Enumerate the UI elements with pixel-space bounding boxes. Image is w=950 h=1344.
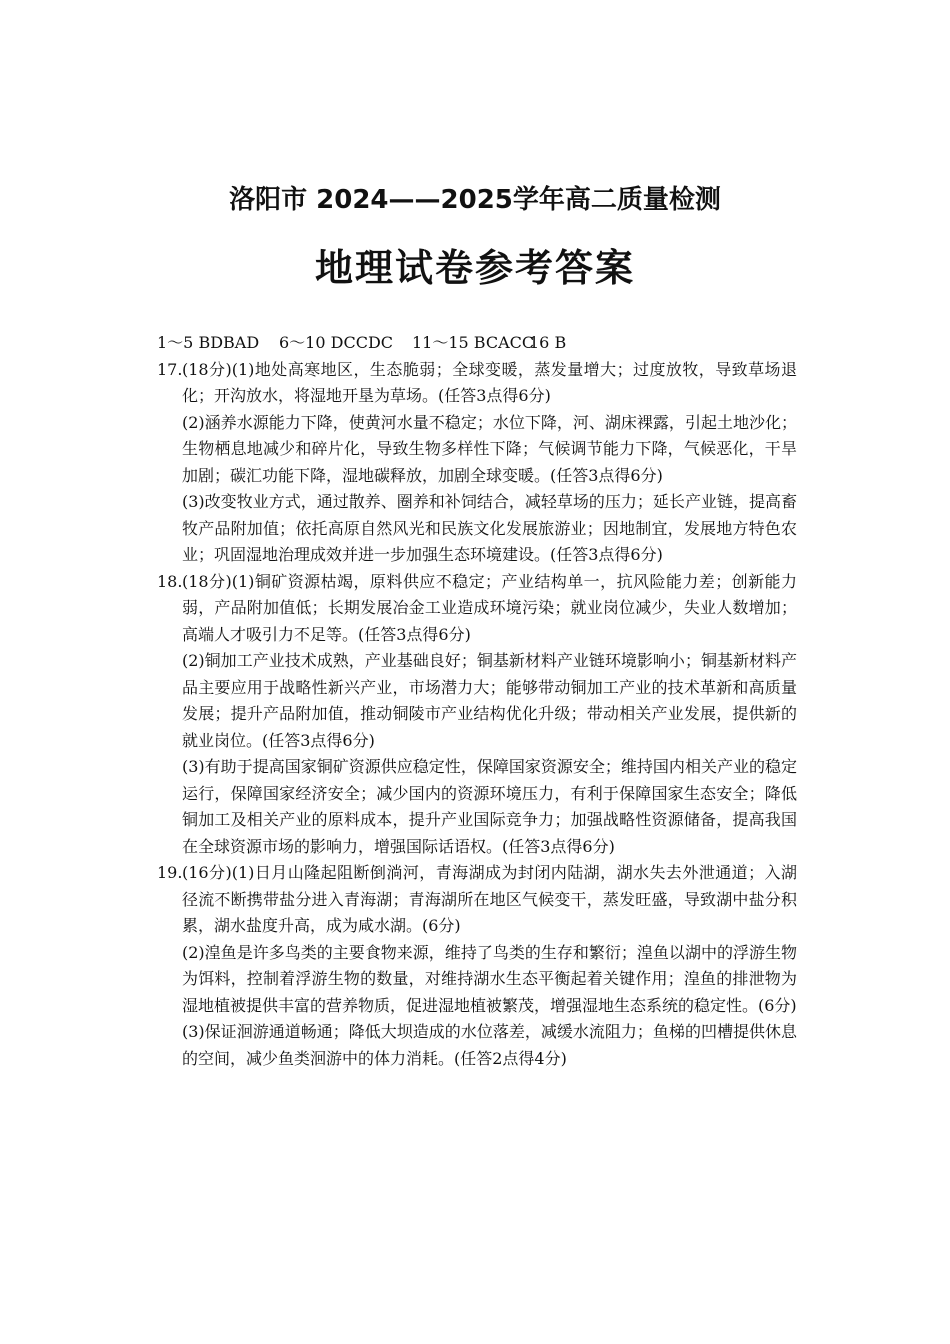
mc-group-1-5: 1～5 BDBAD: [157, 333, 260, 352]
answer-part-3: (3)改变牧业方式，通过散养、圈养和补饲结合，减轻草场的压力；延长产业链，提高畜牧产品附加值；依托高原自然风光和民族文化发展旅游业；因地制宜，发展地方特色农业；巩固湿地治理成效并进一步加强生态环境建设。(任答3点得6分): [182, 492, 797, 564]
document-header: [0, 178, 950, 298]
question-number: 19.: [157, 863, 183, 882]
answer-content: [157, 330, 797, 1072]
question-19: [157, 860, 797, 1072]
multiple-choice-answers: [157, 330, 797, 357]
mc-group-16: 16 B: [529, 333, 567, 352]
document-title: 地理试卷参考答案: [314, 245, 635, 290]
mc-group-11-15: 11～15 BCACC: [412, 333, 535, 352]
answer-part-3: (3)有助于提高国家铜矿资源供应稳定性，保障国家资源安全；维持国内相关产业的稳定运行，保障国家经济安全；减少国内的资源环境压力，有利于保障国家生态安全；降低铜加工及相关产业的原料成本，提升产业国际竞争力；加强战略性资源储备，提高我国在全球资源市场的影响力，增强国际话语权。(任答3点得6分): [182, 757, 797, 856]
exam-subtitle: 洛阳市 2024——2025学年高二质量检测: [229, 185, 721, 215]
answer-part-2: (2)铜加工产业技术成熟，产业基础良好；铜基新材料产业链环境影响小；铜基新材料产品主要应用于战略性新兴产业，市场潜力大；能够带动铜加工产业的技术革新和高质量发展；提升产品附加值，推动铜陵市产业结构优化升级；带动相关产业发展，提供新的就业岗位。(任答3点得6分): [182, 651, 797, 750]
question-number: 18.: [157, 571, 183, 591]
mc-group-6-10: 6～10 DCCDC: [279, 333, 394, 352]
answer-part-2: (2)涵养水源能力下降，使黄河水量不稳定；水位下降，河、湖床裸露，引起土地沙化；生物栖息地减少和碎片化，导致生物多样性下降；气候调节能力下降，气候恶化，干旱加剧；碳汇功能下降，湿地碳释放，加剧全球变暖。(任答3点得6分): [182, 412, 797, 485]
answer-part-2: (2)湟鱼是许多鸟类的主要食物来源，维持了鸟类的生存和繁衍；湟鱼以湖中的浮游生物为饵料，控制着浮游生物的数量，对维持湖水生态平衡起着关键作用；湟鱼的排泄物为湿地植被提供丰富的营养物质，促进湿地植被繁茂，增强湿地生态系统的稳定性。(6分): [182, 942, 797, 1015]
question-number: 17.: [157, 359, 183, 379]
answer-part-1: (18分)(1)铜矿资源枯竭，原料供应不稳定；产业结构单一，抗风险能力差；创新能力弱，产品附加值低；长期发展冶金工业造成环境污染；就业岗位减少，失业人数增加；高端人才吸引力不足等。(任答3点得6分): [182, 571, 797, 644]
answer-part-3: (3)保证洄游通道畅通；降低大坝造成的水位落差，减缓水流阻力；鱼梯的凹槽提供休息的空间，减少鱼类洄游中的体力消耗。(任答2点得4分): [182, 1022, 797, 1068]
question-17: [157, 357, 797, 569]
answer-part-1: (18分)(1)地处高寒地区，生态脆弱；全球变暖，蒸发量增大；过度放牧，导致草场退化；开沟放水，将湿地开垦为草场。(任答3点得6分): [182, 359, 797, 405]
question-18: [157, 569, 797, 861]
answer-part-1: (16分)(1)日月山隆起阻断倒淌河，青海湖成为封闭内陆湖，湖水失去外泄通道；入湖径流不断携带盐分进入青海湖；青海湖所在地区气候变干，蒸发旺盛，导致湖中盐分积累，湖水盐度升高，成为咸水湖。(6分): [182, 863, 797, 935]
